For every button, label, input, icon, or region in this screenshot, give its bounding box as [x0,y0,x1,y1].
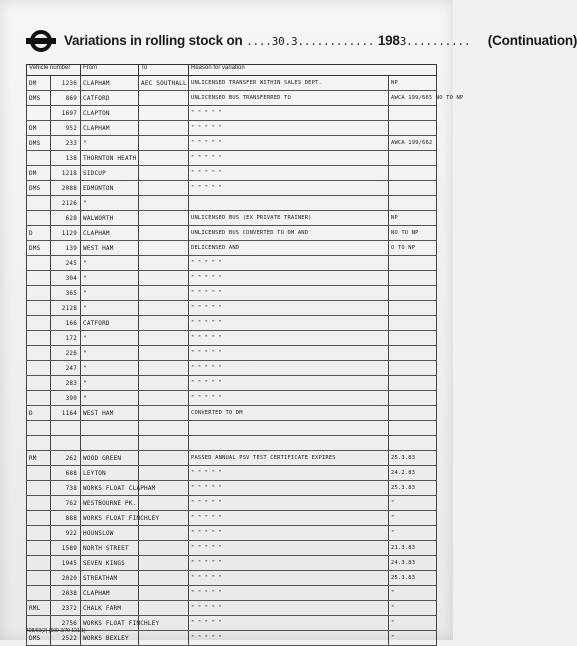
variation-note [389,256,437,271]
variation-reason [189,421,389,436]
variation-reason: " " " " " [189,556,389,571]
vehicle-number: 1164 [51,406,81,421]
col-to: To [139,65,189,76]
variation-reason: " " " " " [189,466,389,481]
to-destination [139,181,189,196]
from-garage: LEYTON [81,466,139,481]
table-row [27,181,437,196]
vehicle-number: 2756 [51,616,81,631]
vehicle-number: 245 [51,256,81,271]
vehicle-class [27,256,51,271]
table-row [27,391,437,406]
to-destination [139,496,189,511]
table-row [27,451,437,466]
vehicle-class [27,196,51,211]
variation-note [389,151,437,166]
variation-reason: " " " " " [189,331,389,346]
to-destination [139,586,189,601]
to-destination [139,241,189,256]
to-destination [139,601,189,616]
from-garage: HOUNSLOW [81,526,139,541]
variation-reason: CONVERTED TO DM [189,406,389,421]
table-row [27,406,437,421]
col-reason: Reason for variation [189,65,437,76]
table-row [27,151,437,166]
to-destination [139,541,189,556]
from-garage: " [81,256,139,271]
vehicle-number: 1589 [51,541,81,556]
to-destination [139,391,189,406]
vehicle-number: 365 [51,286,81,301]
from-garage: CATFORD [81,91,139,106]
vehicle-class: DM [27,166,51,181]
vehicle-class [27,496,51,511]
vehicle-number: 2128 [51,301,81,316]
table-row [27,436,437,451]
to-destination [139,376,189,391]
variation-reason: " " " " " [189,271,389,286]
title-day: 30.3. [271,35,304,48]
table-row [27,271,437,286]
vehicle-class [27,316,51,331]
table-row [27,346,437,361]
variation-note [389,331,437,346]
vehicle-class: D [27,406,51,421]
variation-note [389,391,437,406]
vehicle-class: DMS [27,136,51,151]
to-destination [139,346,189,361]
to-destination [139,361,189,376]
variation-note [389,361,437,376]
variation-reason: DELICENSED AND [189,241,389,256]
variation-reason: UNLICENSED BUS TRANSFERRED TO [189,91,389,106]
from-garage: CHALK FARM [81,601,139,616]
to-destination [139,271,189,286]
to-destination [139,196,189,211]
table-row [27,226,437,241]
form-reference: 408/69(2) (500 3/79 121/1) [26,628,86,634]
to-destination [139,286,189,301]
table-row [27,631,437,646]
vehicle-number [51,421,81,436]
from-garage: " [81,196,139,211]
variation-reason: " " " " " [189,481,389,496]
table-row [27,76,437,91]
vehicle-class [27,436,51,451]
vehicle-number: 283 [51,376,81,391]
variation-note: AWCA 199/662 [389,136,437,151]
vehicle-class [27,376,51,391]
variation-note: 25.3.83 [389,451,437,466]
vehicle-class: DM [27,76,51,91]
variation-reason: " " " " " [189,631,389,646]
variation-reason [189,436,389,451]
from-garage: STREATHAM [81,571,139,586]
vehicle-number: 952 [51,121,81,136]
variation-reason: PASSED ANNUAL PSV TEST CERTIFICATE EXPIRES [189,451,389,466]
to-destination [139,571,189,586]
vehicle-number: 2020 [51,571,81,586]
variation-reason: " " " " " [189,181,389,196]
vehicle-number: 1236 [51,76,81,91]
variation-reason: " " " " " [189,346,389,361]
variation-note: O TO NP [389,241,437,256]
vehicle-number: 2126 [51,196,81,211]
vehicle-number: 1129 [51,226,81,241]
vehicle-class [27,556,51,571]
to-destination [139,166,189,181]
vehicle-class [27,526,51,541]
variation-reason: " " " " " [189,496,389,511]
variation-note [389,421,437,436]
from-garage: WALWORTH [81,211,139,226]
vehicle-class: D [27,226,51,241]
variation-note: " [389,526,437,541]
variation-reason: " " " " " [189,586,389,601]
vehicle-number [51,436,81,451]
variation-note: NP [389,211,437,226]
table-row [27,466,437,481]
vehicle-class [27,301,51,316]
vehicle-number: 1697 [51,106,81,121]
table-row [27,556,437,571]
vehicle-number: 1945 [51,556,81,571]
vehicle-number: 869 [51,91,81,106]
from-garage: CLAPTON [81,106,139,121]
col-from: From [81,65,139,76]
vehicle-number: 2038 [51,586,81,601]
variation-note: AWCA 199/665 NO TO NP [389,91,437,106]
vehicle-number: 247 [51,361,81,376]
vehicle-number: 1218 [51,166,81,181]
variation-note [389,406,437,421]
vehicle-number: 226 [51,346,81,361]
vehicle-class: DMS [27,181,51,196]
variation-reason: " " " " " [189,601,389,616]
variation-reason: " " " " " [189,256,389,271]
rolling-stock-table [26,64,464,646]
from-garage: WEST HAM [81,241,139,256]
variation-reason: " " " " " [189,361,389,376]
table-row [27,361,437,376]
table-body [27,76,464,646]
table-row [27,541,437,556]
from-garage: " [81,361,139,376]
from-garage: " [81,331,139,346]
variation-note: " [389,631,437,646]
variation-reason: UNLICENSED BUS CONVERTED TO DM AND [189,226,389,241]
table-row [27,601,437,616]
from-garage: CLAPHAM [81,586,139,601]
from-garage: WORKS BEXLEY [81,631,139,646]
variation-note: NO TO NP [389,226,437,241]
vehicle-number: 2372 [51,601,81,616]
table-row [27,241,437,256]
to-destination [139,406,189,421]
table-row [27,571,437,586]
vehicle-number: 166 [51,316,81,331]
vehicle-class [27,286,51,301]
variation-note: " [389,496,437,511]
table-row [27,376,437,391]
variation-reason: " " " " " [189,571,389,586]
variation-note [389,286,437,301]
to-destination [139,631,189,646]
table-row [27,496,437,511]
table-row [27,91,437,106]
vehicle-class: RML [27,601,51,616]
from-garage: CATFORD [81,316,139,331]
title-year-suffix: 3. [399,35,413,48]
vehicle-class [27,346,51,361]
table-row [27,196,437,211]
from-garage: WORKS FLOAT FINCHLEY [81,616,139,631]
variation-note: NP [389,76,437,91]
from-garage: WOOD GREEN [81,451,139,466]
from-garage: CLAPHAM [81,121,139,136]
vehicle-class [27,331,51,346]
to-destination [139,121,189,136]
variation-note: 24.2.83 [389,466,437,481]
title-continuation: (Continuation) [487,33,577,48]
variation-reason: " " " " " [189,151,389,166]
from-garage: " [81,346,139,361]
vehicle-class [27,511,51,526]
vehicle-class: DMS [27,91,51,106]
to-destination [139,256,189,271]
variation-reason [189,196,389,211]
form-header [26,26,577,56]
variation-note [389,436,437,451]
table-row [27,316,437,331]
from-garage: WORKS FLOAT CLAPHAM [81,481,139,496]
to-destination [139,226,189,241]
variation-reason: " " " " " [189,121,389,136]
from-garage [81,436,139,451]
to-destination: AEC SOUTHALL [139,76,189,91]
table-row [27,586,437,601]
table-row [27,166,437,181]
table-row [27,526,437,541]
page-title: Variations in rolling stock on ....30.3............ 1983.......... (Continuation) [64,33,577,49]
variation-note: 24.3.83 [389,556,437,571]
variation-note [389,271,437,286]
vehicle-number: 738 [51,481,81,496]
from-garage: SIDCUP [81,166,139,181]
from-garage: EDMONTON [81,181,139,196]
variation-note: 21.3.83 [389,541,437,556]
variation-reason: " " " " " [189,526,389,541]
table-row [27,331,437,346]
vehicle-number: 922 [51,526,81,541]
col-vehicle-number: Vehicle number [27,65,81,76]
vehicle-class [27,361,51,376]
vehicle-number: 172 [51,331,81,346]
variation-reason: " " " " " [189,616,389,631]
variation-reason: " " " " " [189,391,389,406]
variation-reason: UNLICENSED TRANSFER WITHIN SALES DEPT. [189,76,389,91]
vehicle-class [27,421,51,436]
vehicle-number: 628 [51,211,81,226]
from-garage: " [81,391,139,406]
table-row [27,256,437,271]
to-destination [139,301,189,316]
variation-note [389,346,437,361]
variation-note [389,106,437,121]
vehicle-class [27,211,51,226]
table-row [27,421,437,436]
vehicle-number: 888 [51,511,81,526]
vehicle-class [27,271,51,286]
vehicle-class [27,586,51,601]
variation-note [389,181,437,196]
vehicle-class: DMS [27,631,51,646]
variation-note: " [389,601,437,616]
vehicle-class: DMS [27,241,51,256]
table-row [27,211,437,226]
vehicle-class [27,541,51,556]
from-garage: CLAPHAM [81,76,139,91]
from-garage: THORNTON HEATH [81,151,139,166]
variation-reason: " " " " " [189,376,389,391]
vehicle-number: 304 [51,271,81,286]
variation-reason: " " " " " [189,166,389,181]
vehicle-class: RM [27,451,51,466]
vehicle-class [27,466,51,481]
to-destination [139,91,189,106]
from-garage [81,421,139,436]
variation-note [389,166,437,181]
to-destination [139,451,189,466]
from-garage: " [81,271,139,286]
variation-note: " [389,511,437,526]
variation-reason: " " " " " [189,136,389,151]
to-destination [139,556,189,571]
to-destination [139,466,189,481]
variation-reason: " " " " " [189,541,389,556]
variation-note: " [389,586,437,601]
to-destination [139,526,189,541]
table-row [27,121,437,136]
from-garage: SEVEN KINGS [81,556,139,571]
to-destination [139,316,189,331]
variation-note: 25.3.83 [389,571,437,586]
to-destination [139,211,189,226]
vehicle-class: DM [27,121,51,136]
to-destination [139,106,189,121]
variation-note [389,196,437,211]
from-garage: " [81,376,139,391]
vehicle-number: 139 [51,241,81,256]
vehicle-number: 262 [51,451,81,466]
title-year-prefix: 198 [377,33,400,48]
variation-note: " [389,616,437,631]
table-row [27,301,437,316]
title-prefix: Variations in rolling stock on [64,33,243,48]
vehicle-class [27,571,51,586]
from-garage: WORKS FLOAT FINCHLEY [81,511,139,526]
variation-reason: " " " " " [189,106,389,121]
from-garage: " [81,286,139,301]
vehicle-class [27,151,51,166]
table-row [27,106,437,121]
roundel-icon [26,27,56,55]
variation-reason: " " " " " [189,286,389,301]
variation-note [389,376,437,391]
table-row [27,286,437,301]
variation-note [389,301,437,316]
table-row [27,511,437,526]
table-header-row [27,65,437,76]
vehicle-number: 233 [51,136,81,151]
variation-note [389,121,437,136]
variation-note [389,316,437,331]
vehicle-number: 138 [51,151,81,166]
to-destination [139,136,189,151]
vehicle-number: 762 [51,496,81,511]
variation-reason: " " " " " [189,316,389,331]
to-destination [139,436,189,451]
vehicle-number: 390 [51,391,81,406]
variation-reason: " " " " " [189,301,389,316]
from-garage: NORTH STREET [81,541,139,556]
table-row [27,136,437,151]
vehicle-number: 2522 [51,631,81,646]
vehicle-class [27,106,51,121]
table-row [27,481,437,496]
table-row [27,616,437,631]
variation-note: 25.3.83 [389,481,437,496]
variation-reason: UNLICENSED BUS (EX PRIVATE TRAINER) [189,211,389,226]
to-destination [139,331,189,346]
vehicle-class [27,391,51,406]
vehicle-class [27,481,51,496]
to-destination [139,421,189,436]
to-destination [139,151,189,166]
from-garage: WESTBOURNE PK. [81,496,139,511]
from-garage: " [81,301,139,316]
variation-reason: " " " " " [189,511,389,526]
from-garage: WEST HAM [81,406,139,421]
vehicle-number: 688 [51,466,81,481]
from-garage: CLAPHAM [81,226,139,241]
vehicle-number: 2088 [51,181,81,196]
from-garage: " [81,136,139,151]
